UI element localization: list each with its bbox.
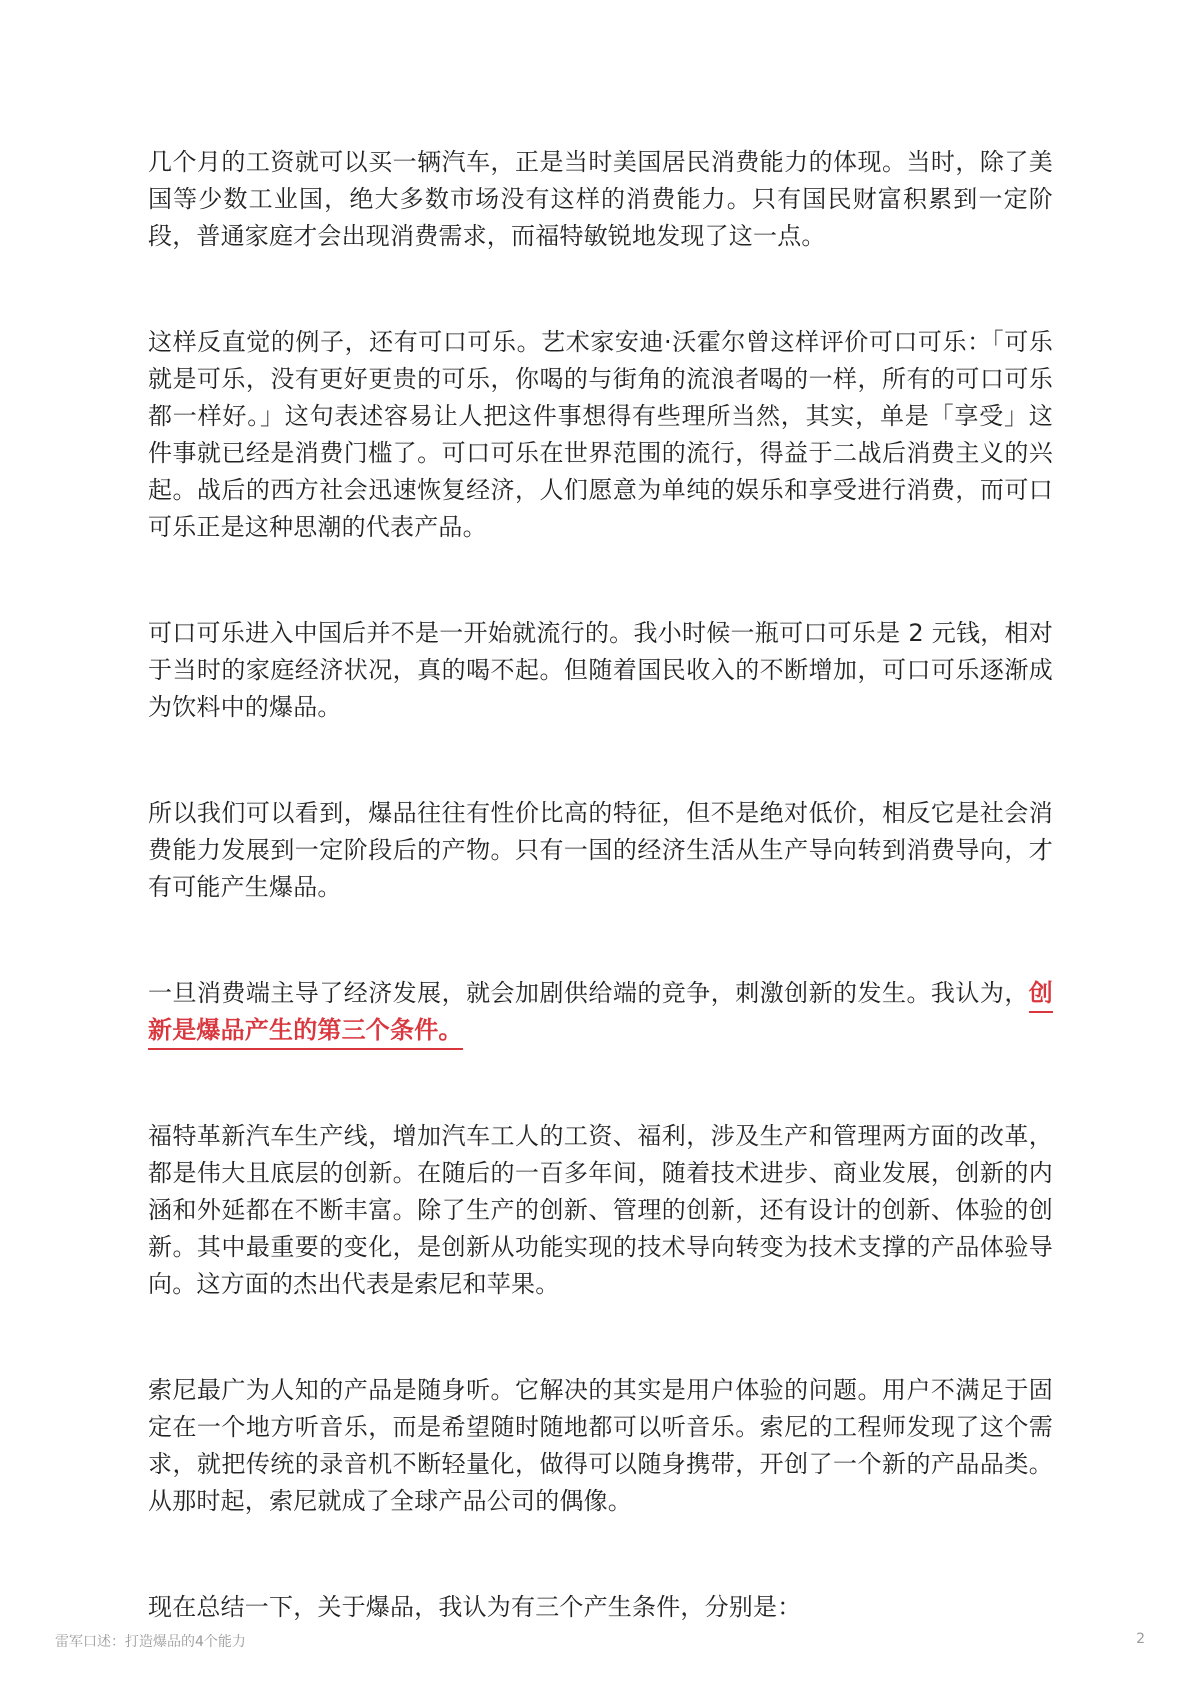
paragraph-innovation-condition [148, 975, 1053, 1049]
paragraph-ford-innovation: 福特革新汽车生产线，增加汽车工人的工资、福利，涉及生产和管理两方面的改革，都是伟大且底层的创新。在随后的一百多年间，随着技术进步、商业发展，创新的内涵和外延都在不断丰富。除了生产的创新、管理的创新，还有设计的创新、体验的创新。其中最重要的变化，是创新从功能实现的技术导向转变为技术支撑的产品体验导向。这方面的杰出代表是索尼和苹果。 [148, 1122, 1053, 1298]
paragraph-text: 一旦消费端主导了经济发展，就会加剧供给端的竞争，刺激创新的发生。我认为， [148, 979, 1029, 1007]
page-body [148, 144, 1053, 1626]
footer-document-title: 雷军口述：打造爆品的4个能力 [55, 1634, 246, 1650]
paragraph-coca-cola: 这样反直觉的例子，还有可口可乐。艺术家安迪·沃霍尔曾这样评价可口可乐：「可乐就是可乐，没有更好更贵的可乐，你喝的与街角的流浪者喝的一样，所有的可口可乐都一样好。」这句表述容易让人把这件事想得有些理所当然，其实，单是「享受」这件事就已经是消费门槛了。可口可乐在世界范围的流行，得益于二战后消费主义的兴起。战后的西方社会迅速恢复经济，人们愿意为单纯的娱乐和享受进行消费，而可口可乐正是这种思潮的代表产品。 [148, 328, 1053, 541]
paragraph-summary: 现在总结一下，关于爆品，我认为有三个产生条件，分别是： [148, 1593, 802, 1621]
highlighted-key-sentence: 创新是爆品产生的第三个条件。 [148, 979, 1053, 1050]
page-number: 2 [1136, 1631, 1145, 1647]
paragraph-sony-walkman: 索尼最广为人知的产品是随身听。它解决的其实是用户体验的问题。用户不满足于固定在一个地方听音乐，而是希望随时随地都可以听音乐。索尼的工程师发现了这个需求，就把传统的录音机不断轻量化，做得可以随身携带，开创了一个新的产品品类。从那时起，索尼就成了全球产品公司的偶像。 [148, 1376, 1053, 1515]
paragraph-value-for-money: 所以我们可以看到，爆品往往有性价比高的特征，但不是绝对低价，相反它是社会消费能力发展到一定阶段后的产物。只有一国的经济生活从生产导向转到消费导向，才有可能产生爆品。 [148, 799, 1053, 901]
page-footer [55, 1631, 1145, 1655]
paragraph-ford-consumption: 几个月的工资就可以买一辆汽车，正是当时美国居民消费能力的体现。当时，除了美国等少数工业国，绝大多数市场没有这样的消费能力。只有国民财富积累到一定阶段，普通家庭才会出现消费需求，而福特敏锐地发现了这一点。 [148, 148, 1053, 250]
paragraph-coca-cola-china: 可口可乐进入中国后并不是一开始就流行的。我小时候一瓶可口可乐是 2 元钱，相对于当时的家庭经济状况，真的喝不起。但随着国民收入的不断增加，可口可乐逐渐成为饮料中的爆品。 [148, 619, 1053, 721]
